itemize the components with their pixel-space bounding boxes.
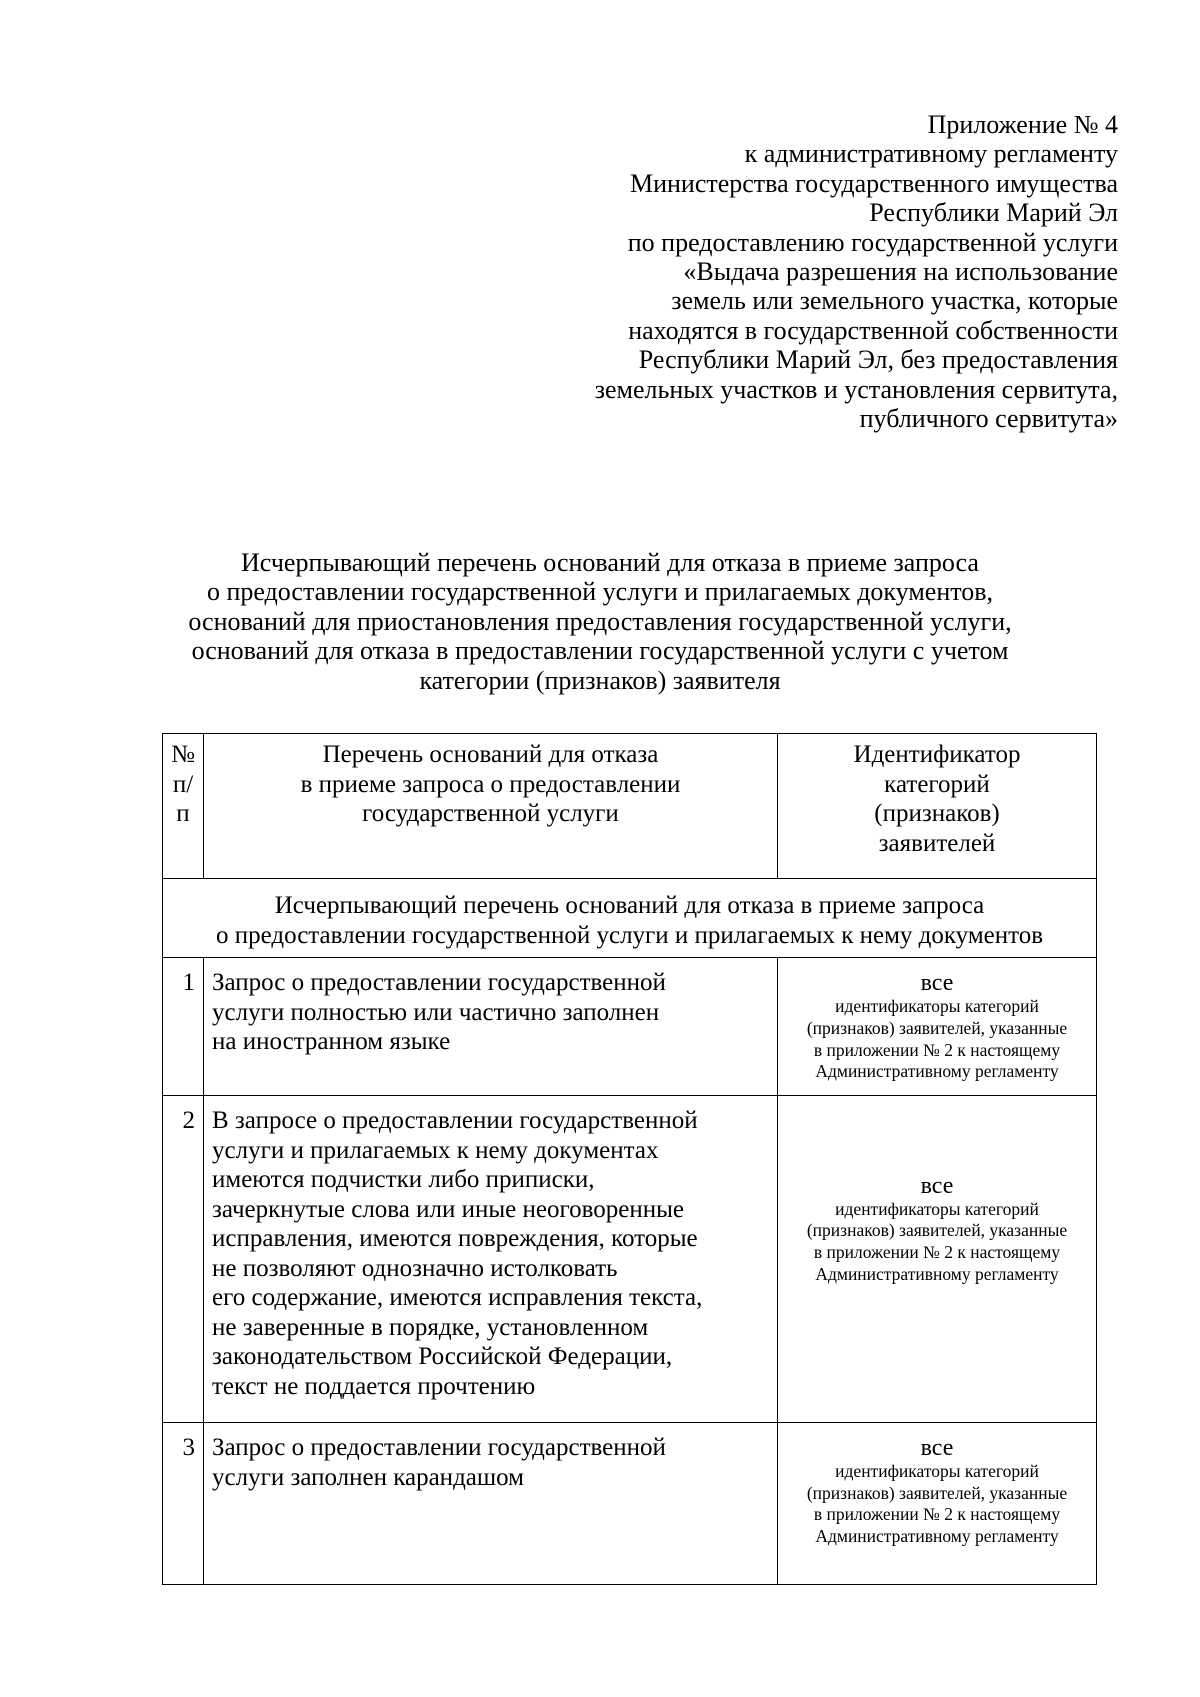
ids-note-line: Административному регламенту <box>815 1525 1059 1546</box>
ids-main: все <box>920 1435 954 1461</box>
header-ids-line: категорий <box>884 770 990 798</box>
reason-line: текст не поддается прочтению <box>212 1372 536 1400</box>
ids-note-line: идентификаторы категорий <box>835 1461 1039 1481</box>
title-line: Исчерпывающий перечень оснований для отказа в приеме запроса <box>241 548 979 577</box>
row-number: 1 <box>163 958 204 1096</box>
annex-line: по предоставлению государственной услуги <box>627 227 1118 257</box>
ids-note-line: Административному регламенту <box>815 1263 1059 1284</box>
row-reason <box>204 1423 778 1585</box>
annex-line: Приложение № 4 <box>927 110 1118 139</box>
header-reasons-line: государственной услуги <box>362 800 619 827</box>
reason-line: его содержание, имеются исправления текста, <box>212 1284 703 1311</box>
header-num-line: п/ <box>172 770 194 798</box>
row-ids <box>778 1423 1097 1585</box>
reason-line: услуги заполнен карандашом <box>212 1463 524 1491</box>
section-line: о предоставлении государственной услуги и прилагаемых к нему документов <box>215 921 1044 949</box>
ids-note-line: (признаков) заявителей, указанные <box>806 1220 1068 1241</box>
ids-note-line: идентификаторы категорий <box>835 996 1039 1017</box>
row-reason <box>204 1096 778 1423</box>
header-num-line: п <box>176 800 190 827</box>
annex-line: к административному регламенту <box>744 139 1118 169</box>
reason-line: Запрос о предоставлении государственной <box>212 969 666 996</box>
annex-line: Министерства государственного имущества <box>629 168 1118 198</box>
reason-line: зачеркнутые слова или иные неоговоренные <box>212 1195 684 1223</box>
row-ids <box>778 1096 1097 1423</box>
annex-line: земель или земельного участка, которые <box>671 286 1118 316</box>
reason-line: исправления, имеются повреждения, которые <box>212 1225 698 1252</box>
section-heading <box>163 879 1097 958</box>
title-line: категории (признаков) заявителя <box>419 665 781 695</box>
ids-note-line: в приложении № 2 к настоящему <box>813 1504 1061 1525</box>
row-ids <box>778 958 1097 1096</box>
header-ids-line: заявителей <box>878 829 996 857</box>
ids-note-line: (признаков) заявителей, указанные <box>806 1017 1068 1038</box>
grounds-table <box>162 733 1097 1585</box>
annex-line: земельных участков и установления сервитута, <box>594 374 1118 404</box>
table-row <box>163 1096 1097 1423</box>
annex-line: находятся в государственной собственности <box>628 315 1118 345</box>
title-line: оснований для отказа в предоставлении государственной услуги с учетом <box>191 636 1009 666</box>
ids-note-line: Административному регламенту <box>815 1061 1059 1082</box>
header-ids <box>778 734 1097 879</box>
reason-line: не заверенные в порядке, установленном <box>212 1313 649 1341</box>
row-number: 2 <box>163 1096 204 1423</box>
header-reasons-line: в приеме запроса о предоставлении <box>300 770 681 798</box>
reason-line: услуги полностью или частично заполнен <box>212 998 660 1026</box>
reason-line: имеются подчистки либо приписки, <box>212 1166 595 1193</box>
table-row <box>163 1423 1097 1585</box>
section-row <box>163 879 1097 958</box>
title-line: оснований для приостановления предоставления государственной услуги, <box>188 606 1012 636</box>
reason-line: услуги и прилагаемых к нему документах <box>212 1136 659 1164</box>
ids-note <box>778 1461 1096 1547</box>
row-number: 3 <box>163 1423 204 1585</box>
header-num-line: № <box>171 741 195 768</box>
ids-note-line: в приложении № 2 к настоящему <box>813 1242 1061 1262</box>
reason-line: не позволяют однозначно истолковать <box>212 1254 618 1282</box>
reason-line: на иностранном языке <box>212 1028 451 1055</box>
reason-line: В запросе о предоставлении государственной <box>212 1107 698 1134</box>
header-num <box>163 734 204 879</box>
annex-line: Республики Марий Эл <box>869 198 1118 228</box>
ids-main: все <box>920 1172 954 1199</box>
header-ids-line: (признаков) <box>874 800 1000 827</box>
reason-line: Запрос о предоставлении государственной <box>212 1434 666 1461</box>
reason-line: законодательством Российской Федерации, <box>212 1343 673 1370</box>
header-reasons <box>204 734 778 879</box>
document-title <box>150 548 1050 695</box>
table-row <box>163 958 1097 1096</box>
ids-note <box>778 996 1096 1082</box>
ids-main: все <box>920 970 954 997</box>
title-line: о предоставлении государственной услуги и прилагаемых документов, <box>206 577 994 607</box>
annex-line: публичного сервитута» <box>859 404 1118 434</box>
header-reasons-line: Перечень оснований для отказа <box>322 741 659 768</box>
annex-header <box>418 110 1118 433</box>
ids-note <box>778 1199 1096 1345</box>
row-reason <box>204 958 778 1096</box>
annex-line: «Выдача разрешения на использование <box>683 257 1118 287</box>
table-header-row <box>163 734 1097 879</box>
annex-line: Республики Марий Эл, без предоставления <box>638 345 1118 375</box>
ids-note-line: (признаков) заявителей, указанные <box>806 1482 1068 1503</box>
header-ids-line: Идентификатор <box>853 741 1021 768</box>
ids-note-line: идентификаторы категорий <box>835 1198 1039 1219</box>
ids-note-line: в приложении № 2 к настоящему <box>813 1039 1061 1060</box>
section-line: Исчерпывающий перечень оснований для отказа в приеме запроса <box>274 892 985 919</box>
